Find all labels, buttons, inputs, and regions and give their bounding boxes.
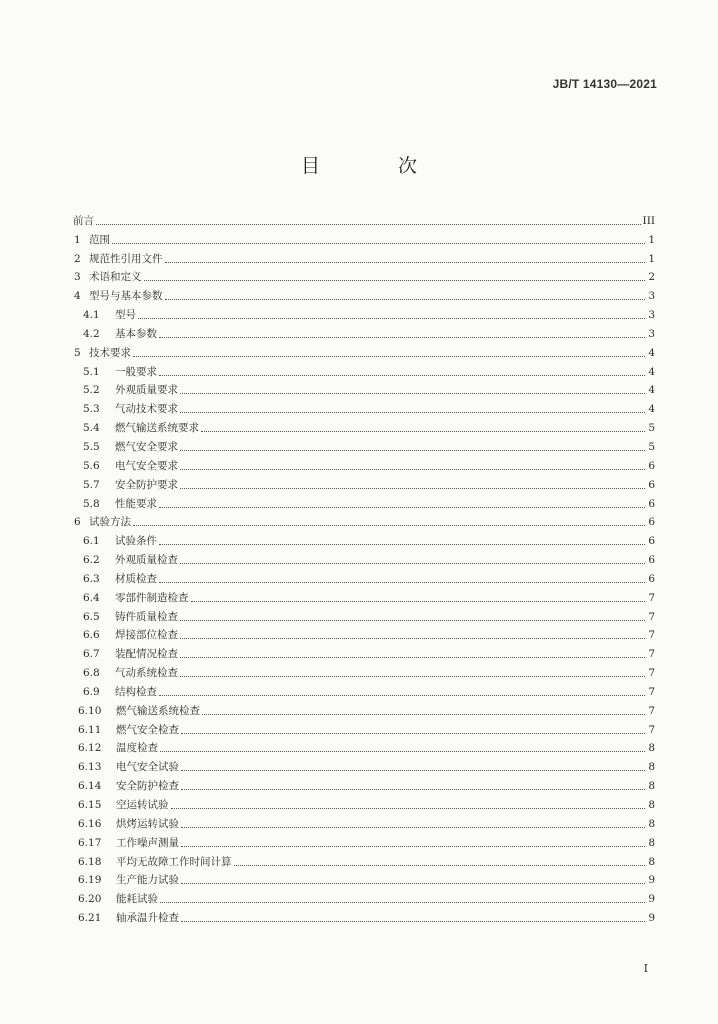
toc-entry-label: 装配情况检查	[115, 648, 178, 661]
toc-leader-dots	[180, 487, 645, 489]
toc-entry-number: 6.8	[83, 667, 100, 680]
toc-entry-number: 4.2	[83, 327, 100, 340]
toc-entry-label: 能耗试验	[116, 893, 158, 906]
standard-code: JB/T 14130—2021	[552, 77, 657, 91]
toc-leader-dots	[181, 845, 645, 847]
toc-entry[interactable]	[73, 868, 655, 887]
toc-entry-page: 1	[648, 233, 655, 246]
toc-entry-label: 燃气输送系统要求	[115, 422, 199, 435]
toc-entry[interactable]	[73, 754, 655, 773]
toc-leader-dots	[133, 524, 645, 526]
toc-entry-number: 3	[74, 271, 81, 284]
toc-entry[interactable]	[73, 585, 655, 604]
toc-leader-dots	[234, 864, 646, 866]
toc-entry-page: 7	[648, 685, 655, 698]
toc-entry-label: 材质检查	[115, 572, 157, 585]
toc-entry-number: 6.15	[78, 799, 102, 811]
toc-entry[interactable]	[73, 830, 655, 849]
toc-entry-label: 生产能力试验	[116, 874, 179, 887]
toc-entry-label: 零部件制造检查	[115, 591, 189, 604]
toc-entry-number: 5.5	[83, 440, 100, 453]
toc-entry-label: 铸件质量检查	[115, 610, 178, 623]
toc-leader-dots	[180, 619, 645, 621]
toc-entry-label: 燃气输送系统检查	[116, 704, 200, 717]
toc-entry-label: 电气安全试验	[116, 761, 179, 774]
toc-leader-dots	[159, 374, 645, 376]
toc-entry-number: 6.17	[78, 836, 102, 849]
toc-entry[interactable]	[73, 302, 655, 321]
toc-entry-page: 6	[648, 497, 655, 510]
toc-leader-dots	[191, 600, 646, 602]
toc-entry-page: 5	[648, 422, 655, 435]
toc-entry[interactable]	[73, 547, 655, 566]
toc-entry[interactable]	[73, 717, 655, 736]
toc-entry[interactable]	[73, 265, 655, 284]
toc-entry[interactable]	[73, 623, 655, 642]
toc-entry-page: 8	[648, 761, 655, 774]
toc-leader-dots	[171, 807, 646, 809]
toc-entry-label: 范围	[89, 233, 110, 246]
toc-leader-dots	[112, 242, 645, 244]
toc-leader-dots	[133, 355, 645, 357]
toc-entry-number: 4	[74, 290, 81, 303]
toc-leader-dots	[165, 261, 646, 263]
toc-entry-label: 烘烤运转试验	[116, 817, 179, 830]
toc-entry-number: 6.11	[78, 723, 102, 736]
toc-entry-page: 3	[648, 290, 655, 303]
toc-entry-page: 8	[648, 799, 655, 811]
toc-entry-label: 性能要求	[115, 497, 157, 510]
toc-entry-number: 6.16	[78, 817, 102, 830]
toc-leader-dots	[181, 769, 645, 771]
toc-entry-number: 6.19	[78, 874, 102, 887]
toc-entry-number: 6.12	[78, 742, 102, 755]
toc-entry-page: 4	[648, 384, 655, 397]
toc-entry-number: 6.6	[83, 629, 100, 642]
toc-entry[interactable]	[73, 849, 655, 868]
toc-entry[interactable]	[73, 736, 655, 755]
toc-entry-number: 6	[74, 516, 81, 529]
toc-leader-dots	[201, 430, 645, 432]
toc-entry-number: 5.7	[83, 478, 100, 491]
toc-entry-page: 8	[648, 780, 655, 793]
toc-entry-number: 6.13	[78, 761, 102, 774]
toc-entry[interactable]	[73, 378, 655, 397]
toc-entry-label: 规范性引用文件	[89, 252, 163, 265]
toc-entry-page: 9	[648, 874, 655, 887]
toc-entry-page: 4	[648, 346, 655, 359]
toc-entry-page: 7	[648, 591, 655, 604]
toc-entry[interactable]	[73, 698, 655, 717]
toc-leader-dots	[181, 882, 645, 884]
toc-entry-label: 前言	[73, 214, 94, 227]
toc-entry-label: 一般要求	[115, 365, 157, 378]
toc-entry[interactable]	[73, 528, 655, 547]
toc-entry-label: 安全防护要求	[115, 478, 178, 491]
toc-leader-dots	[138, 317, 645, 319]
toc-entry[interactable]	[73, 660, 655, 679]
toc-entry-label: 温度检查	[116, 742, 158, 755]
toc-entry-page: 8	[648, 817, 655, 830]
toc-entry-page: 8	[648, 836, 655, 849]
toc-leader-dots	[180, 656, 645, 658]
toc-entry-number: 6.9	[83, 685, 100, 698]
toc-entry-number: 6.14	[78, 780, 102, 793]
toc-leader-dots	[159, 694, 645, 696]
toc-leader-dots	[180, 449, 645, 451]
toc-entry[interactable]	[73, 811, 655, 830]
toc-entry-number: 5.3	[83, 403, 100, 416]
toc-entry-page: 7	[648, 648, 655, 661]
toc-leader-dots	[181, 732, 645, 734]
toc-leader-dots	[160, 750, 645, 752]
toc-entry-number: 5.4	[83, 422, 100, 435]
toc-entry[interactable]	[73, 773, 655, 792]
toc-entry-label: 安全防护检查	[116, 780, 179, 793]
toc-entry-label: 型号	[115, 309, 136, 322]
toc-entry-label: 气动技术要求	[115, 403, 178, 416]
toc-entry-number: 5.2	[83, 384, 100, 397]
toc-entry-number: 6.10	[78, 704, 102, 717]
toc-leader-dots	[180, 468, 645, 470]
toc-entry[interactable]	[73, 905, 655, 924]
toc-leader-dots	[180, 411, 645, 413]
toc-entry-page: 7	[648, 723, 655, 736]
toc-entry-label: 试验条件	[115, 535, 157, 548]
toc-entry[interactable]	[73, 415, 655, 434]
toc-entry-page: 7	[648, 704, 655, 717]
toc-entry[interactable]	[73, 510, 655, 529]
toc-entry-label: 术语和定义	[89, 271, 142, 284]
toc-entry-number: 6.4	[83, 591, 100, 604]
toc-entry-label: 基本参数	[115, 327, 157, 340]
toc-entry[interactable]	[73, 246, 655, 265]
toc-entry[interactable]	[73, 472, 655, 491]
toc-entry-label: 工作噪声测量	[116, 836, 179, 849]
toc-entry-label: 电气安全要求	[115, 459, 178, 472]
toc-entry-page: 8	[648, 855, 655, 868]
toc-entry-page: 4	[648, 365, 655, 378]
toc-entry-page: 3	[648, 327, 655, 340]
toc-entry-label: 轴承温升检查	[116, 912, 179, 925]
toc-entry-number: 6.18	[78, 855, 102, 868]
toc-entry-page: 2	[648, 271, 655, 284]
toc-leader-dots	[180, 675, 645, 677]
toc-entry-number: 4.1	[83, 309, 100, 322]
toc-entry-label: 技术要求	[89, 346, 131, 359]
toc-entry-page: 9	[648, 893, 655, 906]
toc-leader-dots	[180, 392, 645, 394]
toc-entry-page: 8	[648, 742, 655, 755]
toc-entry[interactable]	[73, 227, 655, 246]
toc-entry-label: 型号与基本参数	[89, 290, 163, 303]
page-title: 目 次	[300, 155, 454, 177]
toc-entry-page: 4	[648, 403, 655, 416]
page-number: I	[643, 962, 648, 975]
toc-leader-dots	[180, 562, 645, 564]
toc-leader-dots	[180, 637, 645, 639]
toc-entry-number: 5.8	[83, 497, 100, 510]
toc-entry[interactable]	[73, 453, 655, 472]
toc-entry[interactable]	[73, 283, 655, 302]
toc-leader-dots	[159, 336, 645, 338]
toc-entry-page: 6	[648, 572, 655, 585]
toc-entry-page: III	[642, 214, 655, 227]
toc-entry[interactable]	[73, 566, 655, 585]
toc-entry-page: 6	[648, 516, 655, 529]
toc-entry[interactable]	[73, 641, 655, 660]
toc-entry-label: 气动系统检查	[115, 667, 178, 680]
toc-leader-dots	[160, 901, 645, 903]
toc-leader-dots	[159, 543, 645, 545]
toc-entry[interactable]	[73, 886, 655, 905]
toc-entry-number: 5.1	[83, 365, 100, 378]
toc-leader-dots	[181, 788, 645, 790]
toc-entry-page: 1	[648, 252, 655, 265]
toc-leader-dots	[144, 279, 646, 281]
toc-entry-page: 6	[648, 478, 655, 491]
toc-entry-page: 7	[648, 629, 655, 642]
toc-leader-dots	[165, 298, 646, 300]
toc-entry[interactable]	[73, 604, 655, 623]
toc-entry[interactable]	[73, 340, 655, 359]
toc-entry-label: 平均无故障工作时间计算	[116, 855, 232, 868]
toc-entry-page: 7	[648, 667, 655, 680]
toc-leader-dots	[159, 506, 645, 508]
toc-entry-number: 1	[74, 233, 81, 246]
toc-entry-label: 焊接部位检查	[115, 629, 178, 642]
toc-entry-number: 6.5	[83, 610, 100, 623]
toc-entry-label: 外观质量要求	[115, 384, 178, 397]
toc-entry-page: 6	[648, 535, 655, 548]
toc-entry-label: 燃气安全要求	[115, 440, 178, 453]
toc-entry[interactable]	[73, 792, 655, 811]
toc-leader-dots	[181, 826, 645, 828]
toc-leader-dots	[202, 713, 645, 715]
toc-entry[interactable]	[73, 208, 655, 227]
toc-entry[interactable]	[73, 491, 655, 510]
toc-entry-label: 试验方法	[89, 516, 131, 529]
toc-entry-page: 3	[648, 309, 655, 322]
toc-entry-number: 6.20	[78, 893, 102, 906]
toc-entry-number: 6.3	[83, 572, 100, 585]
toc-entry-number: 5	[74, 346, 81, 359]
toc-entry[interactable]	[73, 359, 655, 378]
toc-entry-number: 2	[74, 252, 81, 265]
toc-entry-page: 9	[648, 912, 655, 925]
toc-entry-label: 外观质量检查	[115, 554, 178, 567]
toc-entry-label: 燃气安全检查	[116, 723, 179, 736]
toc-entry-label: 结构检查	[115, 685, 157, 698]
toc-entry[interactable]	[73, 321, 655, 340]
toc-entry-label: 空运转试验	[116, 799, 169, 811]
toc-entry-page: 5	[648, 440, 655, 453]
toc-entry-number: 6.7	[83, 648, 100, 661]
toc-entry-number: 6.1	[83, 535, 100, 548]
toc-entry-page: 7	[648, 610, 655, 623]
toc-leader-dots	[159, 581, 645, 583]
toc-leader-dots	[181, 920, 645, 922]
toc-leader-dots	[96, 223, 641, 225]
toc-entry-number: 5.6	[83, 459, 100, 472]
toc-entry[interactable]	[73, 434, 655, 453]
toc-entry-page: 6	[648, 554, 655, 567]
toc-entry-page: 6	[648, 459, 655, 472]
table-of-contents	[73, 208, 655, 924]
toc-entry[interactable]	[73, 396, 655, 415]
toc-entry-number: 6.21	[78, 912, 102, 925]
toc-entry[interactable]	[73, 679, 655, 698]
toc-entry-number: 6.2	[83, 554, 100, 567]
